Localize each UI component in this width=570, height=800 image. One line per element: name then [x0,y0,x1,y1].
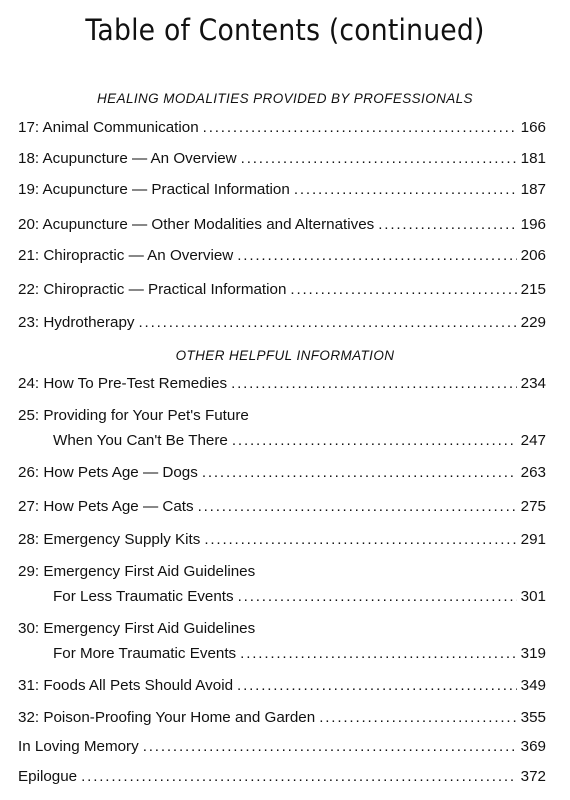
entry-title: 17: Animal Communication [18,119,199,136]
page-number: 291 [520,531,546,548]
entry-title: 31: Foods All Pets Should Avoid [18,677,234,694]
dot-leader [81,767,517,787]
entry-title: 30: Emergency First Aid Guidelines [18,620,256,637]
page-number: 355 [520,709,546,726]
entry-title: 23: Hydrotherapy [18,314,135,331]
dot-leader [319,708,516,728]
toc-entry[interactable] [18,767,546,787]
entry-title: 18: Acupuncture — An Overview [18,150,237,167]
dot-leader [143,737,517,757]
page-number: 349 [520,677,546,694]
page-number: 369 [520,738,546,755]
dot-leader [294,180,517,200]
dot-leader [139,313,517,333]
toc-entry[interactable] [18,737,546,757]
dot-leader [237,676,517,696]
entry-title: 24: How To Pre-Test Remedies [18,375,228,392]
dot-leader [378,215,516,235]
toc-entry[interactable] [18,708,546,728]
entry-title: 26: How Pets Age — Dogs [18,464,198,481]
dot-leader [232,431,517,451]
page-number: 372 [520,768,546,785]
toc-entry[interactable] [18,463,546,483]
page-title: Table of Contents (continued) [85,13,485,47]
toc-entry[interactable] [18,149,546,169]
dot-leader [240,644,517,664]
toc-entry[interactable] [18,215,546,235]
toc-entry[interactable] [18,180,546,200]
page-number: 181 [520,150,546,167]
page-number: 234 [520,375,546,392]
entry-title: 29: Emergency First Aid Guidelines [18,563,256,580]
entry-title-continuation: For More Traumatic Events [53,645,237,662]
page-number: 263 [520,464,546,481]
toc-entry[interactable] [18,676,546,696]
dot-leader [237,246,516,266]
page-number: 196 [520,216,546,233]
toc-entry[interactable] [18,246,546,266]
section-heading: HEALING MODALITIES PROVIDED BY PROFESSIONALS [97,91,473,106]
page-number: 187 [520,181,546,198]
page-number: 206 [520,247,546,264]
page-number: 229 [520,314,546,331]
dot-leader [202,463,517,483]
entry-title: 20: Acupuncture — Other Modalities and Alternatives [18,216,375,233]
entry-title: 32: Poison-Proofing Your Home and Garden [18,709,316,726]
dot-leader [231,374,517,394]
entry-title-continuation: When You Can't Be There [53,432,228,449]
toc-entry[interactable] [18,374,546,394]
page-number: 247 [520,432,546,449]
entry-title: 28: Emergency Supply Kits [18,531,201,548]
toc-entry[interactable] [18,497,546,517]
toc-entry[interactable] [18,619,546,664]
dot-leader [198,497,517,517]
page-number: 301 [520,588,546,605]
dot-leader [203,118,517,138]
dot-leader [238,587,517,607]
entry-title: 21: Chiropractic — An Overview [18,247,234,264]
page-number: 166 [520,119,546,136]
dot-leader [241,149,517,169]
entry-title: 25: Providing for Your Pet's Future [18,407,249,424]
toc-entry[interactable] [18,280,546,300]
entry-title: In Loving Memory [18,738,139,755]
entry-title: 19: Acupuncture — Practical Information [18,181,290,198]
toc-entry[interactable] [18,530,546,550]
entry-title: 27: How Pets Age — Cats [18,498,194,515]
toc-entry[interactable] [18,118,546,138]
toc-entry[interactable] [18,562,546,607]
dot-leader [290,280,516,300]
page-number: 319 [520,645,546,662]
entry-title: Epilogue [18,768,78,785]
section-heading: OTHER HELPFUL INFORMATION [175,348,395,363]
page-number: 215 [520,281,546,298]
toc-entry[interactable] [18,406,546,451]
entry-title-continuation: For Less Traumatic Events [53,588,234,605]
page-number: 275 [520,498,546,515]
dot-leader [204,530,516,550]
toc-entry[interactable] [18,313,546,333]
entry-title: 22: Chiropractic — Practical Information [18,281,287,298]
